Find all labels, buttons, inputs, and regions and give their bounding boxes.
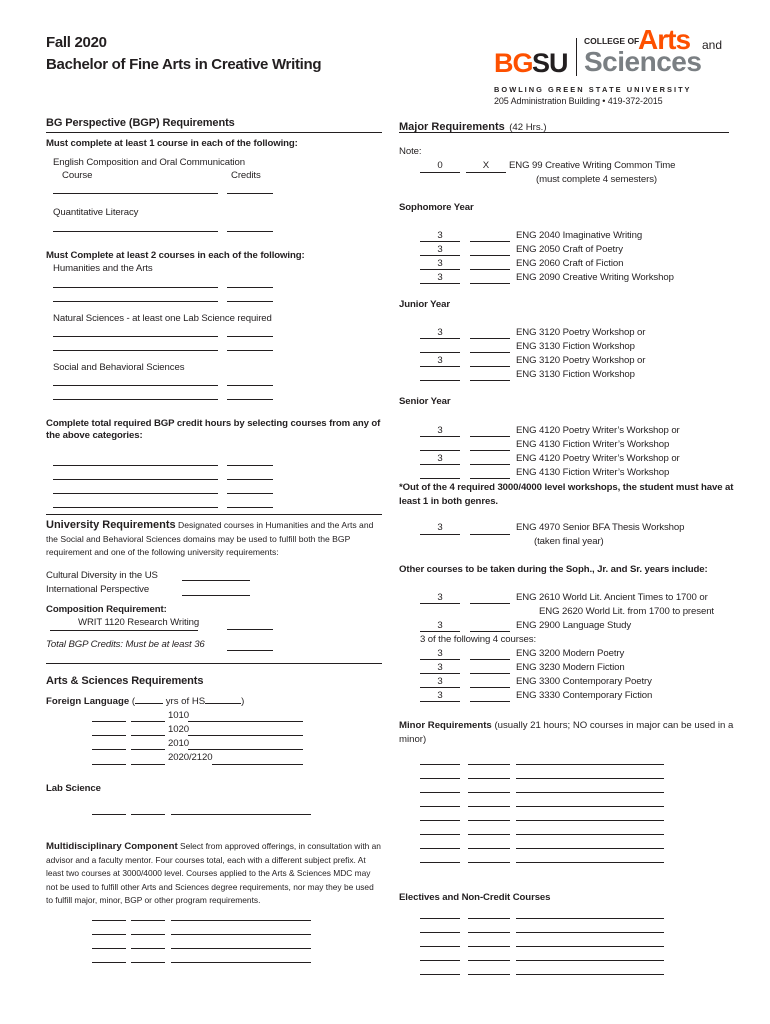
- senior-grade-line[interactable]: [470, 478, 510, 479]
- address: 205 Administration Building • 419-372-2015: [494, 96, 663, 106]
- logo-su: SU: [532, 48, 568, 78]
- english-course-field[interactable]: [53, 193, 218, 194]
- minor-field-course[interactable]: [516, 778, 664, 779]
- minor-field-grade[interactable]: [468, 862, 510, 863]
- social-credits-1[interactable]: [227, 385, 273, 386]
- senior-credits-line[interactable]: [420, 436, 460, 437]
- senior-course: ENG 4120 Poetry Writer’s Workshop or: [516, 425, 680, 436]
- total-credits-1[interactable]: [227, 465, 273, 466]
- program-title: Bachelor of Fine Arts in Creative Writing: [46, 56, 322, 73]
- other-credits: 3: [437, 592, 443, 603]
- fl-level: 1020: [168, 724, 189, 735]
- total-bgp-field[interactable]: [227, 650, 273, 651]
- yrs-hs-blank-2[interactable]: [205, 703, 241, 704]
- fl-field-b[interactable]: [131, 749, 165, 750]
- lab-field-a[interactable]: [92, 814, 126, 815]
- mdc-field-b[interactable]: [131, 948, 165, 949]
- elective-field-course[interactable]: [516, 918, 664, 919]
- sophomore-grade-line[interactable]: [470, 269, 510, 270]
- logo-arts: Arts: [638, 24, 691, 55]
- social-course-2[interactable]: [53, 399, 218, 400]
- thesis-credits-line[interactable]: [420, 534, 460, 535]
- international-field[interactable]: [182, 595, 250, 596]
- mdc-description: Select from approved offerings, in consultation with an advisor and a faculty mentor. Four courses total, each with a different subject prefix. At least two courses at 3000/4000 level. Courses applied to the Arts & Sciences MDC may not be used to fulfill other Arts and Sciences degree requirements, nor may they be used to fulfill major, minor, BGP or other program requirements.: [46, 841, 381, 905]
- mdc-field-b[interactable]: [131, 962, 165, 963]
- elective-field-credits[interactable]: [420, 974, 460, 975]
- cultural-field[interactable]: [182, 580, 250, 581]
- yrs-hs-blank[interactable]: [135, 703, 163, 704]
- yrs-hs-label: yrs of HS: [165, 696, 206, 707]
- mdc-field-b[interactable]: [131, 934, 165, 935]
- fl-field-a[interactable]: [92, 721, 126, 722]
- logo-divider: [576, 38, 577, 76]
- junior-credits-line[interactable]: [420, 366, 460, 367]
- bgp-must-one: Must complete at least 1 course in each of the following:: [46, 138, 298, 149]
- elective-lit-credits-line[interactable]: [420, 673, 460, 674]
- fl-field-c[interactable]: [212, 764, 303, 765]
- elective-lit-course: ENG 3200 Modern Poetry: [516, 648, 625, 659]
- junior-credits: 3: [437, 327, 443, 338]
- other-course: ENG 2620 World Lit. from 1700 to present: [539, 606, 714, 617]
- fl-field-a[interactable]: [92, 764, 126, 765]
- writ-label: WRIT 1120 Research Writing: [78, 617, 200, 628]
- minor-field-credits[interactable]: [420, 848, 460, 849]
- other-course: ENG 2900 Language Study: [516, 620, 632, 631]
- elective-field-course[interactable]: [516, 974, 664, 975]
- fl-field-b[interactable]: [131, 735, 165, 736]
- senior-credits: 3: [437, 425, 443, 436]
- note-value-line[interactable]: [420, 172, 460, 173]
- senior-course: ENG 4120 Poetry Writer’s Workshop or: [516, 453, 680, 464]
- sophomore-credits-line[interactable]: [420, 269, 460, 270]
- foreign-language-row: [46, 696, 244, 708]
- junior-course: ENG 3130 Fiction Workshop: [516, 341, 635, 352]
- mdc-field-a[interactable]: [92, 962, 126, 963]
- elective-field-credits[interactable]: [420, 918, 460, 919]
- yrs-close: ): [241, 696, 245, 707]
- mdc-field-a[interactable]: [92, 948, 126, 949]
- humanities-course-1[interactable]: [53, 287, 218, 288]
- thesis-sub: (taken final year): [534, 536, 604, 547]
- other-course: ENG 2610 World Lit. Ancient Times to 1700 or: [516, 592, 708, 603]
- senior-course: ENG 4130 Fiction Writer’s Workshop: [516, 467, 670, 478]
- junior-course: ENG 3120 Poetry Workshop or: [516, 327, 646, 338]
- bgp-must-two: Must Complete at least 2 courses in each of the following:: [46, 250, 305, 261]
- sophomore-course: ENG 2050 Craft of Poetry: [516, 244, 623, 255]
- logo-university: B O W L I N G G R E E N S T A T E U N I V E R S I T Y: [494, 85, 690, 94]
- sophomore-credits-line[interactable]: [420, 283, 460, 284]
- sophomore-credits: 3: [437, 258, 443, 269]
- thesis-course: ENG 4970 Senior BFA Thesis Workshop: [516, 522, 685, 533]
- other-credits-line[interactable]: [420, 603, 460, 604]
- elective-field-grade[interactable]: [468, 918, 510, 919]
- minor-note: (usually 21 hours; NO courses in major can be used in a minor): [399, 720, 734, 745]
- total-course-1[interactable]: [53, 465, 218, 466]
- minor-field-grade[interactable]: [468, 806, 510, 807]
- university-rule: [46, 514, 382, 515]
- junior-credits-line[interactable]: [420, 352, 460, 353]
- junior-grade-line[interactable]: [470, 338, 510, 339]
- elective-field-grade[interactable]: [468, 946, 510, 947]
- fl-field-a[interactable]: [92, 749, 126, 750]
- writ-credits-field[interactable]: [227, 629, 273, 630]
- sophomore-grade-line[interactable]: [470, 241, 510, 242]
- elective-field-credits[interactable]: [420, 960, 460, 961]
- minor-field-credits[interactable]: [420, 764, 460, 765]
- lab-science-label: Lab Science: [46, 783, 101, 794]
- minor-field-course[interactable]: [516, 806, 664, 807]
- quant-label: Quantitative Literacy: [53, 207, 139, 218]
- other-credits-line[interactable]: [420, 631, 460, 632]
- logo-and: and: [702, 38, 723, 52]
- other-grade-line[interactable]: [470, 603, 510, 604]
- natural-credits-2[interactable]: [227, 350, 273, 351]
- logo-sciences: Sciences: [584, 46, 702, 77]
- bgp-heading: BG Perspective (BGP) Requirements: [46, 117, 235, 129]
- other-grade-line[interactable]: [470, 631, 510, 632]
- minor-field-course[interactable]: [516, 764, 664, 765]
- junior-grade-line[interactable]: [470, 352, 510, 353]
- other-heading: Other courses to be taken during the Soph., Jr. and Sr. years include:: [399, 564, 708, 575]
- total-course-3[interactable]: [53, 493, 218, 494]
- junior-grade-line[interactable]: [470, 380, 510, 381]
- minor-field-credits[interactable]: [420, 862, 460, 863]
- minor-block: [399, 719, 734, 747]
- senior-note: *Out of the 4 required 3000/4000 level workshops, the student must have at least 1 in both genres.: [399, 482, 734, 507]
- minor-field-grade[interactable]: [468, 834, 510, 835]
- thesis-credits: 3: [437, 522, 443, 533]
- senior-credits-line[interactable]: [420, 478, 460, 479]
- sophomore-credits: 3: [437, 244, 443, 255]
- elective-field-grade[interactable]: [468, 932, 510, 933]
- sophomore-grade-line[interactable]: [470, 255, 510, 256]
- sophomore-course: ENG 2040 Imaginative Writing: [516, 230, 643, 241]
- junior-course: ENG 3130 Fiction Workshop: [516, 369, 635, 380]
- elective-field-course[interactable]: [516, 932, 664, 933]
- international-label: International Perspective: [46, 584, 150, 595]
- minor-heading: Minor Requirements: [399, 720, 492, 731]
- sophomore-credits: 3: [437, 230, 443, 241]
- composition-label: Composition Requirement:: [46, 604, 167, 615]
- fl-level: 2010: [168, 738, 189, 749]
- arts-sciences-rule: [46, 663, 382, 664]
- course-label: Course: [62, 170, 93, 181]
- total-credits-4[interactable]: [227, 507, 273, 508]
- natural-label: Natural Sciences - at least one Lab Science required: [53, 313, 272, 324]
- elective-lit-grade-line[interactable]: [470, 659, 510, 660]
- minor-field-credits[interactable]: [420, 834, 460, 835]
- elective-lit-grade-line[interactable]: [470, 701, 510, 702]
- minor-field-course[interactable]: [516, 862, 664, 863]
- minor-field-grade[interactable]: [468, 820, 510, 821]
- quant-course-field[interactable]: [53, 231, 218, 232]
- senior-grade-line[interactable]: [470, 464, 510, 465]
- minor-field-grade[interactable]: [468, 778, 510, 779]
- university-heading: University Requirements: [46, 519, 176, 531]
- mdc-block: [46, 840, 382, 908]
- sophomore-grade-line[interactable]: [470, 283, 510, 284]
- lab-field-c[interactable]: [171, 814, 311, 815]
- note-value: 0: [437, 160, 443, 171]
- minor-field-credits[interactable]: [420, 778, 460, 779]
- foreign-language-label: Foreign Language: [46, 696, 130, 707]
- note-x: X: [482, 160, 490, 171]
- fl-level: 1010: [168, 710, 189, 721]
- mdc-field-c[interactable]: [171, 934, 311, 935]
- three-of-label: 3 of the following 4 courses:: [420, 634, 537, 645]
- note-label: Note:: [399, 146, 422, 157]
- minor-field-course[interactable]: [516, 792, 664, 793]
- elective-lit-course: ENG 3330 Contemporary Fiction: [516, 690, 653, 701]
- sophomore-credits-line[interactable]: [420, 241, 460, 242]
- writ-underline: [50, 630, 198, 631]
- senior-course: ENG 4130 Fiction Writer’s Workshop: [516, 439, 670, 450]
- total-credits-2[interactable]: [227, 479, 273, 480]
- arts-sciences-heading: Arts & Sciences Requirements: [46, 675, 204, 687]
- elective-lit-credits-line[interactable]: [420, 687, 460, 688]
- elective-lit-credits: 3: [437, 662, 443, 673]
- logo-college-of: COLLEGE OF: [584, 36, 640, 46]
- elective-lit-credits-line[interactable]: [420, 701, 460, 702]
- sophomore-credits: 3: [437, 272, 443, 283]
- fl-level: 2020/2120: [168, 752, 213, 763]
- junior-course: ENG 3120 Poetry Workshop or: [516, 355, 646, 366]
- total-course-2[interactable]: [53, 479, 218, 480]
- major-heading: Major Requirements: [399, 121, 505, 133]
- university-description: Designated courses in Humanities and the Arts and the Social and Behavioral Sciences domains may be used to fulfill both the BGP requirement and one of the following university requirements:: [46, 520, 374, 557]
- minor-field-credits[interactable]: [420, 820, 460, 821]
- mdc-field-c[interactable]: [171, 920, 311, 921]
- social-course-1[interactable]: [53, 385, 218, 386]
- humanities-course-2[interactable]: [53, 301, 218, 302]
- junior-grade-line[interactable]: [470, 366, 510, 367]
- electives-heading: Electives and Non-Credit Courses: [399, 892, 551, 903]
- sophomore-heading: Sophomore Year: [399, 202, 474, 213]
- elective-lit-course: ENG 3230 Modern Fiction: [516, 662, 625, 673]
- other-credits: 3: [437, 620, 443, 631]
- university-block: [46, 519, 382, 560]
- cultural-label: Cultural Diversity in the US: [46, 570, 158, 581]
- yrs-open: (: [131, 696, 136, 707]
- mdc-field-c[interactable]: [171, 948, 311, 949]
- elective-lit-credits: 3: [437, 676, 443, 687]
- bgsu-logo: [494, 24, 734, 105]
- senior-credits-line[interactable]: [420, 464, 460, 465]
- fl-field-c[interactable]: [188, 721, 303, 722]
- minor-field-grade[interactable]: [468, 792, 510, 793]
- natural-course-2[interactable]: [53, 350, 218, 351]
- minor-field-grade[interactable]: [468, 848, 510, 849]
- humanities-credits-2[interactable]: [227, 301, 273, 302]
- mdc-field-a[interactable]: [92, 934, 126, 935]
- elective-field-course[interactable]: [516, 946, 664, 947]
- thesis-grade-line[interactable]: [470, 534, 510, 535]
- fl-field-a[interactable]: [92, 735, 126, 736]
- junior-credits: 3: [437, 355, 443, 366]
- elective-field-course[interactable]: [516, 960, 664, 961]
- total-credits-3[interactable]: [227, 493, 273, 494]
- elective-field-grade[interactable]: [468, 960, 510, 961]
- minor-field-credits[interactable]: [420, 806, 460, 807]
- mdc-field-b[interactable]: [131, 920, 165, 921]
- minor-field-credits[interactable]: [420, 792, 460, 793]
- term-title: Fall 2020: [46, 34, 107, 51]
- junior-credits-line[interactable]: [420, 338, 460, 339]
- elective-field-credits[interactable]: [420, 946, 460, 947]
- mdc-field-c[interactable]: [171, 962, 311, 963]
- minor-field-course[interactable]: [516, 834, 664, 835]
- left-heading-rule: [46, 132, 382, 133]
- senior-grade-line[interactable]: [470, 450, 510, 451]
- elective-field-grade[interactable]: [468, 974, 510, 975]
- fl-field-c[interactable]: [188, 735, 303, 736]
- humanities-label: Humanities and the Arts: [53, 263, 153, 274]
- english-comp-label: English Composition and Oral Communication: [53, 157, 246, 168]
- credits-label: Credits: [231, 170, 261, 181]
- natural-credits-1[interactable]: [227, 336, 273, 337]
- total-course-4[interactable]: [53, 507, 218, 508]
- social-label: Social and Behavioral Sciences: [53, 362, 185, 373]
- fl-field-c[interactable]: [188, 749, 303, 750]
- logo-bg: BG: [494, 48, 533, 78]
- sophomore-course: ENG 2060 Craft of Fiction: [516, 258, 624, 269]
- sophomore-credits-line[interactable]: [420, 255, 460, 256]
- note-course: ENG 99 Creative Writing Common Time: [509, 160, 676, 171]
- senior-heading: Senior Year: [399, 396, 451, 407]
- elective-lit-credits-line[interactable]: [420, 659, 460, 660]
- mdc-heading: Multidisciplinary Component: [46, 841, 178, 852]
- english-credits-field[interactable]: [227, 193, 273, 194]
- senior-grade-line[interactable]: [470, 436, 510, 437]
- junior-credits-line[interactable]: [420, 380, 460, 381]
- total-bgp: Total BGP Credits: Must be at least 36: [46, 639, 205, 650]
- lab-field-b[interactable]: [131, 814, 165, 815]
- elective-lit-grade-line[interactable]: [470, 687, 510, 688]
- minor-field-course[interactable]: [516, 820, 664, 821]
- complete-total: Complete total required BGP credit hours by selecting courses from any of the above categories:: [46, 418, 381, 441]
- fl-field-b[interactable]: [131, 721, 165, 722]
- sophomore-course: ENG 2090 Creative Writing Workshop: [516, 272, 674, 283]
- elective-field-credits[interactable]: [420, 932, 460, 933]
- humanities-credits-1[interactable]: [227, 287, 273, 288]
- elective-lit-credits: 3: [437, 690, 443, 701]
- note-sub: (must complete 4 semesters): [536, 174, 657, 185]
- social-credits-2[interactable]: [227, 399, 273, 400]
- senior-credits-line[interactable]: [420, 450, 460, 451]
- fl-field-b[interactable]: [131, 764, 165, 765]
- minor-field-course[interactable]: [516, 848, 664, 849]
- elective-lit-course: ENG 3300 Contemporary Poetry: [516, 676, 652, 687]
- mdc-field-a[interactable]: [92, 920, 126, 921]
- natural-course-1[interactable]: [53, 336, 218, 337]
- right-heading-rule: [399, 132, 729, 133]
- junior-heading: Junior Year: [399, 299, 450, 310]
- note-x-line[interactable]: [466, 172, 506, 173]
- elective-lit-credits: 3: [437, 648, 443, 659]
- minor-field-grade[interactable]: [468, 764, 510, 765]
- major-hours: (42 Hrs.): [509, 122, 547, 133]
- elective-lit-grade-line[interactable]: [470, 673, 510, 674]
- senior-credits: 3: [437, 453, 443, 464]
- quant-credits-field[interactable]: [227, 231, 273, 232]
